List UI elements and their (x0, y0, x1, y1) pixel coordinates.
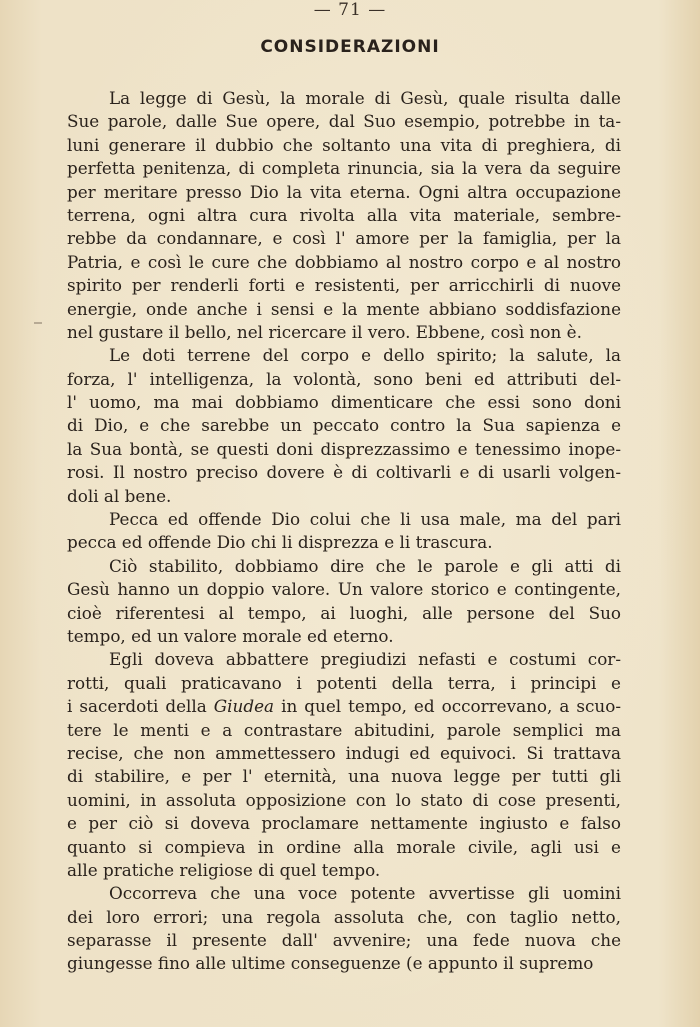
text-line: Egli doveva abbattere pregiudizi nefasti e costumi cor- (109, 649, 621, 670)
margin-mark (34, 322, 42, 324)
text-line: Le doti terrene del corpo e dello spirito; la salute, la (109, 345, 621, 366)
page-number: — 71 — (313, 0, 387, 20)
text-line: rosi. Il nostro preciso dovere è di coltivarli e di usarli volgen- (67, 462, 621, 483)
text-line: nel gustare il bello, nel ricercare il vero. Ebbene, così non è. (67, 321, 582, 342)
text-line: Pecca ed offende Dio colui che li usa male, ma del pari (109, 509, 621, 530)
text-line: dei loro errori; una regola assoluta che, con taglio netto, (67, 906, 621, 927)
text-line: di stabilire, e per l' eternità, una nuova legge per tutti gli (67, 766, 621, 787)
text-line: Sue parole, dalle Sue opere, dal Suo esempio, potrebbe in ta- (67, 111, 621, 132)
text-line: terrena, ogni altra cura rivolta alla vita materiale, sembre- (67, 204, 621, 225)
text-line: recise, che non ammettessero indugi ed equivoci. Si trattava (67, 742, 621, 763)
text-line: doli al bene. (67, 485, 172, 506)
text-line: l' uomo, ma mai dobbiamo dimenticare che essi sono doni (67, 392, 621, 413)
text-line: pecca ed offende Dio chi li disprezza e li trascura. (67, 532, 493, 553)
text-line: luni generare il dubbio che soltanto una vita di preghiera, di (67, 134, 621, 155)
italic-word: Giudea (213, 696, 275, 717)
text-line: Ciò stabilito, dobbiamo dire che le parole e gli atti di (109, 555, 621, 576)
text-line: Occorreva che una voce potente avvertisse gli uomini (109, 883, 621, 904)
text-line: uomini, in assoluta opposizione con lo stato di cose presenti, (67, 789, 621, 810)
text-line: separasse il presente dall' avvenire; una fede nuova che (67, 930, 621, 951)
text-line: La legge di Gesù, la morale di Gesù, quale risulta dalle (109, 88, 621, 108)
text-line: energie, onde anche i sensi e la mente abbiano soddisfazione (67, 298, 621, 319)
text-line: perfetta penitenza, di completa rinuncia, sia la vera da seguire (67, 158, 621, 179)
text-line: quanto si compieva in ordine alla morale civile, agli usi e (67, 836, 621, 857)
text-line: tempo, ed un valore morale ed eterno. (67, 625, 394, 646)
text-line: e per ciò si doveva proclamare nettamente ingiusto e falso (67, 813, 621, 834)
text-line: cioè riferentesi al tempo, ai luoghi, alle persone del Suo (67, 602, 621, 623)
text-line: alle pratiche religiose di quel tempo. (67, 859, 381, 880)
text-line: di Dio, e che sarebbe un peccato contro la Sua sapienza e (67, 415, 621, 436)
text-line: spirito per renderli forti e resistenti, per arricchirli di nuove (67, 275, 621, 296)
text-line: giungesse fino alle ultime conseguenze (e appunto il supremo (67, 953, 594, 974)
body-text (67, 87, 621, 976)
text-line: per meritare presso Dio la vita eterna. Ogni altra occupazione (67, 181, 621, 202)
text-line: tere le menti e a contrastare abitudini, parole semplici ma (67, 719, 621, 740)
text-line: rotti, quali praticavano i potenti della terra, i principi e (67, 672, 621, 693)
page-heading: CONSIDERAZIONI (260, 37, 440, 57)
text-line: forza, l' intelligenza, la volontà, sono beni ed attributi del- (67, 368, 621, 389)
text-line: Gesù hanno un doppio valore. Un valore storico e contingente, (67, 579, 621, 600)
text-line: rebbe da condannare, e così l' amore per la famiglia, per la (67, 228, 621, 249)
text-line: Patria, e così le cure che dobbiamo al nostro corpo e al nostro (67, 251, 621, 272)
text-line: la Sua bontà, se questi doni disprezzassimo e tenessimo inope- (67, 438, 621, 459)
text-line: i sacerdoti della Giudea in quel tempo, ed occorrevano, a scuo- (67, 696, 621, 717)
